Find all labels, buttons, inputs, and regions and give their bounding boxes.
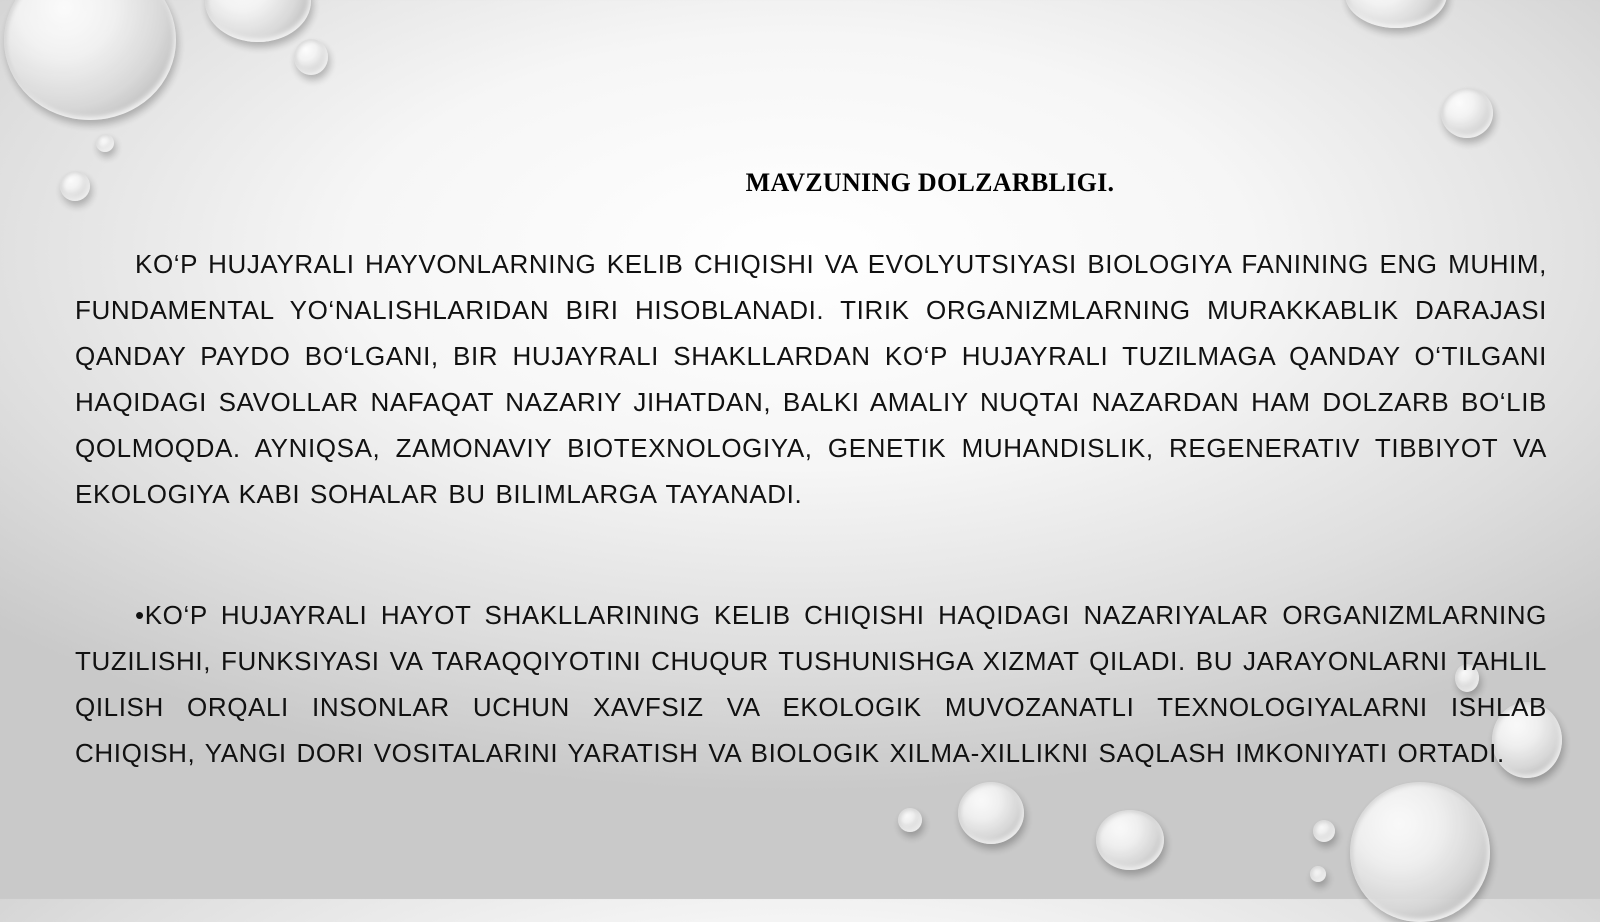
droplet-bottom-center <box>958 782 1024 844</box>
body-paragraph-2: •KO‘P HUJAYRALI HAYOT SHAKLLARINING KELIB CHIQISHI HAQIDAGI NAZARIYALAR ORGANIZMLARNING TUZILISHI, FUNKSIYASI VA TARAQQIYOTINI CHUQUR TUSHUNISHGA XIZMAT QILADI. BU JARAYONLARNI TAHLIL QILISH ORQALI INSONLAR UCHUN XAVFSIZ VA EKOLOGIK MUVOZANATLI TEXNOLOGIYALARNI ISHLAB CHIQISH, YANGI DORI VOSITALARINI YARATISH VA BIOLOGIK XILMA-XILLIKNI SAQLASH IMKONIYATI ORTADI. <box>75 600 1547 768</box>
droplet-top-left-small <box>294 39 328 75</box>
droplet-large-top-left <box>4 0 176 120</box>
droplet-top-left-medium <box>205 0 311 42</box>
droplet-bottom-right-small <box>1313 820 1335 842</box>
droplet-right-medium <box>1441 88 1493 138</box>
droplet-bottom-center-right <box>1096 810 1164 870</box>
droplet-top-right <box>1345 0 1447 28</box>
droplet-left-tiny <box>96 134 114 152</box>
droplet-bottom-right-tiny <box>1310 866 1326 882</box>
body-paragraph-1: KO‘P HUJAYRALI HAYVONLARNING KELIB CHIQISHI VA EVOLYUTSIYASI BIOLOGIYA FANINING ENG MUHIM, FUNDAMENTAL YO‘NALISHLARIDAN BIRI HISOBLANADI. TIRIK ORGANIZMLARNING MURAKKABLIK DARAJASI QANDAY PAYDO BO‘LGANI, BIR HUJAYRALI SHAKLLARDAN KO‘P HUJAYRALI TUZILMAGA QANDAY O‘TILGANI HAQIDAGI SAVOLLAR NAFAQAT NAZARIY JIHATDAN, BALKI AMALIY NUQTAI NAZARDAN HAM DOLZARB BO‘LIB QOLMOQDA. AYNIQSA, ZAMONAVIY BIOTEXNOLOGIYA, GENETIK MUHANDISLIK, REGENERATIV TIBBIYOT VA EKOLOGIYA KABI SOHALAR BU BILIMLARGA TAYANADI. <box>75 249 1547 509</box>
droplet-bottom-small <box>898 808 922 832</box>
slide-title: MAVZUNING DOLZARBLIGI. <box>745 168 1115 197</box>
droplet-bottom-right-large <box>1350 782 1490 922</box>
